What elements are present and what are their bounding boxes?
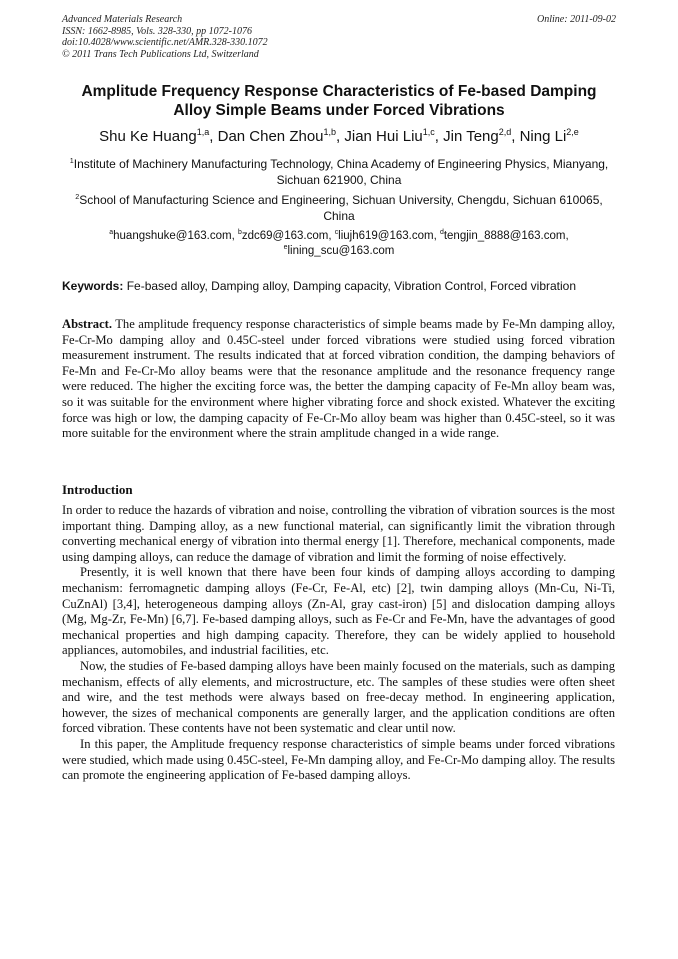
email[interactable]: $^a$huangshuke@163.com	[109, 229, 232, 242]
paper-title: Amplitude Frequency Response Characteristics of Fe-based Damping Alloy Simple Beams under Forced Vibrations	[81, 83, 597, 119]
journal-header	[62, 14, 616, 60]
abstract-label: Abstract.	[62, 317, 113, 331]
affiliation-1: $^1$Institute of Machinery Manufacturing Technology, China Academy of Engineering Physics, Mianyang, Sichuan 621900, China	[69, 156, 609, 187]
author: Dan Chen Zhou$^{1,b}$,	[217, 127, 345, 145]
paragraph: Presently, it is well known that there have been four kinds of damping alloys according to damping mechanism: ferromagnetic damping alloys (Fe-Cr, Fe-Al, etc) [2], twin damping alloys (Mn-Cu, Ni-Ti, CuZnAl) [3,4], heterogeneous damping alloys (Zn-Al, gray cast-iron) [5] and dislocation damping alloys (Mg, Mg-Zr, Fe-Mn) [6,7]. Fe-based damping alloys, such as Fe-Cr and Fe-Mn, have the advantages of good mechanical properties and high damping capacity. Therefore, they can be widely applied to household appliances, automobiles, and industrial facilities, etc.	[62, 565, 615, 658]
paragraph: In order to reduce the hazards of vibration and noise, controlling the vibration of vibration sources is the most important thing. Damping alloy, as a new functional material, can significantly limit the vibration through converting mechanical energy of vibration into thermal energy [1]. Therefore, mechanical components, made using damping alloys, can reduce the damage of vibration and limit the forming of noise effectively.	[62, 503, 615, 564]
doi-line: doi:10.4028/www.scientific.net/AMR.328-330.1072	[62, 37, 268, 48]
email[interactable]: $^e$lining_scu@163.com	[283, 244, 395, 257]
paragraph: Now, the studies of Fe-based damping alloys have been mainly focused on the materials, such as damping mechanism, effects of ally elements, and microstructure, etc. The samples of these studies were often sheet and wire, and the test methods were always based on free-decay method. In engineering application, however, the sizes of mechanical components are generally larger, and the application conditions are often forced vibration. These contents have not been systematic and clear until now.	[62, 658, 615, 736]
copyright-line: © 2011 Trans Tech Publications Ltd, Switzerland	[62, 48, 259, 60]
email[interactable]: $^d$tengjin_8888@163.com	[439, 229, 566, 242]
keywords-text: Fe-based alloy, Damping alloy, Damping capacity, Vibration Control, Forced vibration	[123, 279, 577, 293]
abstract-text: The amplitude frequency response characteristics of simple beams made by Fe-Mn damping alloy, Fe-Cr-Mo damping alloy and 0.45C-steel under forced vibrations were studied using forced vibration measurement instrument. The results indicated that at forced vibration condition, the damping behaviors of Fe-Mn and Fe-Cr-Mo alloy beams were that the resonance amplitude and the resonance frequency range were reduced. The higher the exciting force was, the better the damping capacity of Fe-Mn alloy beam was, so it was suitable for the environment where higher vibrating force and shock existed. Whatever the exciting force was high or low, the damping capacity of Fe-Cr-Mo alloy beam was higher than 0.45C-steel, so it was more suitable for the environment where the strain amplitude changed in a wide range.	[62, 317, 615, 441]
paragraph: In this paper, the Amplitude frequency response characteristics of simple beams under forced vibrations were studied, which made using 0.45C-steel, Fe-Mn damping alloy, and Fe-Cr-Mo damping alloy. The results can promote the engineering application of Fe-based damping alloys.	[62, 736, 615, 783]
abstract	[62, 317, 615, 442]
author: Shu Ke Huang$^{1,a}$,	[99, 127, 218, 145]
introduction-body	[62, 503, 615, 784]
section-heading: Introduction	[62, 482, 133, 497]
author-emails: $^a$huangshuke@163.com, $^b$zdc69@163.com, $^c$liujh619@163.com, $^d$tengjin_8888@163.com, $^e$lining_scu@163.com	[109, 229, 569, 257]
online-date: Online: 2011-09-02	[537, 14, 616, 25]
author: Jin Teng$^{2,d}$,	[443, 127, 520, 145]
affiliation-2: $^2$School of Manufacturing Science and Engineering, Sichuan University, Chengdu, Sichuan 610065, China	[75, 192, 603, 223]
author-list	[62, 128, 616, 146]
author: Ning Li$^{2,e}$	[519, 127, 579, 145]
email[interactable]: $^c$liujh619@163.com	[334, 229, 434, 242]
email[interactable]: $^b$zdc69@163.com	[237, 229, 329, 242]
keywords-label: Keywords:	[62, 279, 124, 293]
keywords	[62, 279, 616, 294]
issn-line: ISSN: 1662-8985, Vols. 328-330, pp 1072-1076	[62, 25, 252, 37]
journal-name: Advanced Materials Research	[62, 14, 183, 25]
author: Jian Hui Liu$^{1,c}$,	[344, 127, 444, 145]
